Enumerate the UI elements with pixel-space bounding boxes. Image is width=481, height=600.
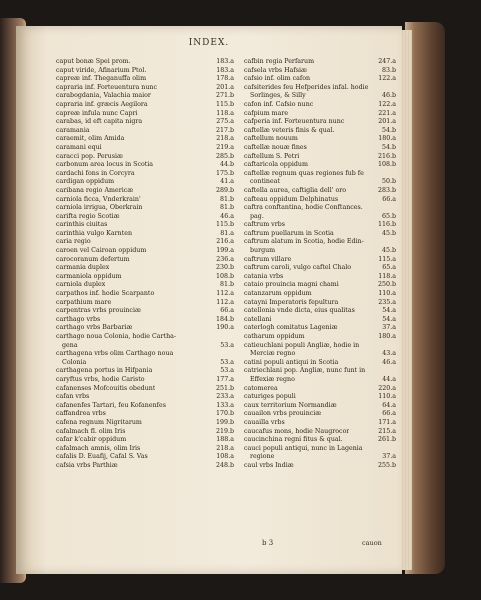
index-entry-page: 108.a [216,453,234,461]
index-entry-term: carinthis ciuitas [56,221,108,229]
index-entry-page: 110.a [378,290,396,298]
index-entry-term: cafpium mare [244,109,289,117]
index-entry-term: catayni Imperatoris fepultura [244,298,339,306]
index-entry-page [392,238,396,247]
index-entry-term: cauci populi antiqui, nunc in Lagenia [244,444,363,452]
index-entry-page: 218.a [216,135,234,143]
index-entry [56,445,234,454]
index-entry [244,170,396,179]
index-entry-term: catieuchlani populi Angliæ, hodie in [244,341,360,349]
index-entry [244,221,396,230]
index-entry [244,110,396,119]
index-entry [244,161,396,170]
index-entry [244,67,396,76]
index-entry-term: catellonia vnde dicta, eius qualitas [244,307,355,315]
index-entry-page: 45.b [381,229,396,237]
index-entry-page: 108.b [377,161,396,169]
index-entry-term: caftrum villare [244,255,292,263]
index-entry-page [392,204,396,213]
index-entry [244,307,396,316]
index-entry-term: gena [62,341,78,349]
index-entry-page [392,342,396,351]
index-entry-term: catanzarum oppidum [244,290,312,298]
index-entry-term: cafsio inf. olim cafon [244,75,311,83]
index-entry-page: 45.b [381,247,396,255]
index-entry [56,127,234,136]
index-entry-term: carabas, id eft capita nigra [56,118,143,126]
index-entry-page: 50.b [381,178,396,186]
index-entry-page: 261.b [377,436,396,444]
index-entry-term: carthagena vrbs olim Carthago noua [56,350,174,358]
index-entry-page: 201.a [216,83,234,91]
index-entry-term: caux territorium Normandiæ [244,401,337,409]
index-entry [244,213,396,222]
index-entry-page: 217.b [215,126,234,134]
index-entry-page: 54.a [382,307,396,315]
index-entry-page: 199.b [215,418,234,426]
index-entry [244,359,396,368]
index-entry [56,230,234,239]
index-entry-term: carpathos inf. hodie Scarpanto [56,290,155,298]
index-entry [56,153,234,162]
index-entry-term: caftellum S. Petri [244,152,300,160]
index-entry [56,101,234,110]
index-entry [56,419,234,428]
index-entry [244,92,396,101]
index-entry-term: capreæ infula nunc Capri [56,109,138,117]
index-entry [244,153,396,162]
index-entry-term: capreæ inf. Theganuffa olim [56,75,147,83]
index-entry-term: Sorlinges, & Silly [250,92,306,100]
index-entry-page: 216.a [216,238,234,246]
index-entry-term: catriechlani pop. Angliæ, nunc funt in [244,367,366,375]
index-entry [244,256,396,265]
index-entry-page [392,170,396,179]
index-entry-page: 53.a [220,341,234,349]
index-entry-term: caput bonæ Spei prom. [56,58,131,65]
index-entry-term: caftellæ veteris finis & qual. [244,126,335,134]
index-entry [244,58,396,67]
index-entry-page: 255.b [377,461,396,469]
index-entry-page [392,445,396,454]
index-entry-term: caribana regio Americæ [56,186,134,194]
index-entry-page: 66.a [382,195,396,203]
index-entry [56,316,234,325]
index-entry-page: 248.b [215,461,234,469]
index-entry-page: 66.a [220,307,234,315]
index-entry-term: cauailon vrbs prouinciæ [244,410,322,418]
index-entry-term: capraria inf. Forteuentura nunc [56,83,157,91]
index-entry [56,118,234,127]
index-entry [244,281,396,290]
index-entry-term: caftellæ nouæ fines [244,143,307,151]
page-header: INDEX. [188,38,230,48]
index-entry-term: carthagena portus in Hifpania [56,367,153,375]
index-entry-page: 122.a [378,100,396,108]
index-entry-page: 235.a [378,298,396,306]
index-entry-term: Colonia [62,358,87,366]
index-entry [244,333,396,342]
index-entry-page: 65.a [382,264,396,272]
index-entry [244,273,396,282]
index-entry [244,410,396,419]
index-entry-page: 65.b [381,212,396,220]
index-entry-term: cafsiterides feu Hefperides infal. hodie [244,83,369,91]
index-entry-page: 116.b [377,221,396,229]
index-entry-term: carniola duplex [56,281,106,289]
index-entry [56,58,234,67]
index-entry-page: 170.b [215,410,234,418]
index-entry-term: caraemit, olim Amida [56,135,125,143]
index-entry-term: cataio prouincia magni chami [244,281,339,289]
index-entry-page: 190.a [216,324,234,332]
index-entry-page: 221.a [378,109,396,117]
index-entry [244,75,396,84]
index-entry-term: caria regio [56,238,91,246]
index-entry-page: 216.b [377,152,396,160]
index-entry [244,230,396,239]
index-entry-page: 283.b [377,186,396,194]
index-entry [244,127,396,136]
index-entry-page: 66.a [382,410,396,418]
index-entry [56,350,234,359]
index-entry-term: caftra conftantina, hodie Conftances. [244,204,363,212]
index-entry-term: carpentras vrbs prouinciæ [56,307,141,315]
index-entry-term: caterlogh comitatus Lageniæ [244,324,338,332]
signature-mark: b 3 [262,539,274,547]
index-entry-term: carifta regio Scotiæ [56,212,120,220]
index-entry-page: 201.a [378,118,396,126]
index-entry-page: 133.a [216,401,234,409]
index-entry-page: 188.a [216,436,234,444]
index-entry-term: caftellum nouum [244,135,298,143]
index-entry-page: 64.a [382,401,396,409]
index-entry [244,101,396,110]
index-entry [244,187,396,196]
index-entry-term: carniola ficca, Vnderkrain' [56,195,141,203]
index-entry [244,402,396,411]
index-entry-term: cafperia inf. Forteuentura nunc [244,118,345,126]
index-entry-page: 115.b [215,221,234,229]
index-entry-term: cafon inf. Cafsio nunc [244,100,314,108]
index-entry [56,92,234,101]
index-entry-term: carmaniola oppidum [56,272,122,280]
index-entry-term: cafalis D. Euafij, Cafal S. Vas [56,453,148,461]
index-entry-page: 44.b [219,161,234,169]
index-entry [56,273,234,282]
index-entry [244,393,396,402]
index-entry-term: cafanenfes Tartari, feu Kofanenfes [56,401,166,409]
index-entry [56,238,234,247]
index-entry-page: 177.a [216,375,234,383]
index-entry [56,453,234,462]
index-entry-page: 81.b [219,204,234,212]
index-entry-page [230,333,234,342]
index-entry-page: 41.a [220,178,234,186]
index-entry-page: 46.a [382,358,396,366]
index-entry-page: 46.b [381,92,396,100]
index-entry-page: 180.a [378,135,396,143]
index-entry [56,385,234,394]
index-entry-page: 180.a [378,333,396,340]
index-entry-page: 251.b [215,384,234,392]
index-column-left [56,58,234,471]
index-column-right [244,58,396,471]
index-entry-term: caroen vel Cairoan oppidum [56,247,147,255]
index-entry-page: 184.b [215,315,234,323]
index-entry-term: carocoranum defertum [56,255,130,263]
index-entry-page: 115.b [215,100,234,108]
index-entry-term: caffandrea vrbs [56,410,106,418]
index-entry-term: caramania [56,126,90,134]
index-entry-page: 46.a [220,212,234,220]
index-entry [244,324,396,333]
index-entry-term: cafan vrbs [56,393,90,401]
index-entry-page: 54.b [381,126,396,134]
index-entry [244,316,396,325]
index-entry-page: 215.a [378,427,396,435]
index-entry-page: 233.a [216,393,234,401]
index-entry [244,118,396,127]
index-entry-page: 220.a [378,384,396,392]
index-entry [244,367,396,376]
index-entry-page: 43.a [382,350,396,358]
index-entry-page: 175.b [215,169,234,177]
index-entry-term: caryftus vrbs, hodie Caristo [56,375,145,383]
index-entry [56,342,234,351]
index-entry [56,67,234,76]
index-entry-page: 108.b [215,272,234,280]
index-entry [244,84,396,93]
index-entry-term: carniola irrigua, Oberkrain [56,204,143,212]
index-entry-term: caucinchina regni fitus & qual. [244,436,343,444]
index-entry [56,204,234,213]
index-entry [56,256,234,265]
index-entry-term: cardigan oppidum [56,178,115,186]
index-entry [244,299,396,308]
index-entry-page: 230.b [215,264,234,272]
index-entry [244,453,396,462]
index-entry-page: 53.a [220,367,234,375]
index-entry [56,135,234,144]
index-entry [244,436,396,445]
index-entry-page: 118.a [216,109,234,117]
index-entry-term: carabogdania, Valachia maior [56,92,151,100]
index-entry-term: caftrum puellarum in Scotia [244,229,334,237]
index-entry [56,367,234,376]
index-entry-page: 112.a [216,290,234,298]
index-entry [56,324,234,333]
index-entry [56,359,234,368]
index-entry-term: cafena regnum Nigritarum [56,418,142,426]
index-entry-term: cafteau oppidum Delphinatus [244,195,339,203]
index-entry [56,144,234,153]
index-entry-page: 271.b [215,92,234,100]
book-page [16,26,402,574]
index-entry [56,436,234,445]
index-entry-page: 250.b [377,281,396,289]
index-entry-page: 285.b [215,152,234,160]
index-entry [244,135,396,144]
index-entry-page: 183.a [216,58,234,65]
index-entry [244,247,396,256]
index-entry-page: 112.a [216,298,234,306]
index-entry [56,402,234,411]
index-entry [56,213,234,222]
index-entry [56,307,234,316]
index-entry-term: carinthia vulgo Karnten [56,229,133,237]
index-entry [56,333,234,342]
index-entry-term: cafar k'cabir oppidum [56,436,127,444]
index-entry [56,290,234,299]
index-entry-term: carthago vrbs [56,315,101,323]
index-entry-term: carthago vrbs Barbariæ [56,324,133,332]
index-entry-page: 199.a [216,247,234,255]
index-entry-term: regione [250,453,275,461]
index-entry-term: catellani [244,315,272,323]
index-entry-term: pag. [250,212,264,220]
index-entry-page: 37.a [382,324,396,332]
index-entry-term: caucafus mons, hodie Naugrocor [244,427,350,435]
index-entry [56,247,234,256]
index-entry-term: cafalmach fl. olim Iris [56,427,126,435]
index-entry [56,196,234,205]
index-entry-page [392,367,396,376]
index-entry-term: contineat [250,178,280,186]
index-entry-page: 115.a [378,255,396,263]
index-entry-term: carbonum area locus in Scotia [56,161,154,169]
index-entry [244,196,396,205]
index-entry [244,264,396,273]
index-entry-term: Effexiæ regno [250,375,295,383]
index-entry-page: 289.b [215,186,234,194]
index-entry-term: cafbin regia Perfarum [244,58,315,65]
index-entry-page: 275.a [216,118,234,126]
index-entry [56,410,234,419]
index-entry-term: caftellæ regnum quas regiones fub fe [244,169,364,177]
index-entry-term: caftrum caroli, vulgo caftel Chalo [244,264,352,272]
index-entry-page: 218.a [216,444,234,452]
index-entry-page: 83.b [381,66,396,74]
index-entry-term: catini populi antiqui in Scotia [244,358,339,366]
index-entry [56,264,234,273]
index-entry-term: caul vrbs Indiæ [244,461,294,469]
index-entry-page: 44.a [382,375,396,383]
index-entry-term: carthago noua Colonia, hodie Cartha- [56,333,177,340]
index-entry [56,428,234,437]
index-entry [56,75,234,84]
index-entry-term: cafsia vrbs Parthiæ [56,461,118,469]
index-entry-page: 219.b [215,427,234,435]
index-entry-term: caracci pop. Perusiæ [56,152,123,160]
index-entry-page [230,350,234,359]
index-entry [56,170,234,179]
index-entry-term: catania vrbs [244,272,284,280]
index-entry-term: catharum oppidum [244,333,305,340]
index-entry-page [392,84,396,93]
index-entry [244,290,396,299]
index-entry [244,385,396,394]
index-entry-page: 81.b [219,281,234,289]
index-entry-page: 236.a [216,255,234,263]
index-entry-term: cauailla vrbs [244,418,285,426]
index-entry-term: cardachi fons in Corcyra [56,169,135,177]
index-entry [56,376,234,385]
index-entry-term: caput viride, Afinarium Ptol. [56,66,147,74]
index-entry-term: carpathium mare [56,298,112,306]
index-entry-page: 54.b [381,143,396,151]
index-entry-page: 110.a [378,393,396,401]
index-entry-term: catomerea [244,384,278,392]
index-entry [244,342,396,351]
index-entry-term: caturiges populi [244,393,296,401]
index-entry-term: Merciæ regno [250,350,296,358]
index-entry-page: 53.a [220,358,234,366]
index-entry-page: 81.a [220,229,234,237]
index-entry-term: caramani equi [56,143,102,151]
index-entry-page: 183.a [216,66,234,74]
index-entry-page: 37.a [382,453,396,461]
index-entry [244,238,396,247]
index-entry-term: cafanenses Mofcouitis obedunt [56,384,156,392]
index-entry [244,462,396,471]
index-entry-term: caftella aurea, caftiglia dell' oro [244,186,347,194]
index-entry [56,161,234,170]
index-entry [244,144,396,153]
index-entry-term: caftaricola oppidum [244,161,308,169]
index-entry-page: 219.a [216,143,234,151]
index-entry [244,445,396,454]
index-entry [244,178,396,187]
index-entry [56,178,234,187]
index-entry-term: burgum [250,247,276,255]
index-entry [56,84,234,93]
index-entry [244,376,396,385]
index-entry [56,281,234,290]
index-entry-term: carmania duplex [56,264,110,272]
index-entry [56,187,234,196]
index-entry [56,393,234,402]
index-entry-term: cafalmach amnis, olim Iris [56,444,141,452]
index-entry-term: cafsela vrbs Hafsiæ [244,66,307,74]
index-entry-term: capraria inf. græcis Aegilora [56,100,148,108]
index-entry [244,350,396,359]
index-entry-page: 118.a [378,272,396,280]
index-entry-page: 122.a [378,75,396,83]
index-entry [244,204,396,213]
index-entry-page: 54.a [382,315,396,323]
index-entry-page: 171.a [378,418,396,426]
catchword: cauon [362,539,382,547]
index-entry-term: caftrum vrbs [244,221,286,229]
index-entry-term: caftrum alatum in Scotia, hodie Edin- [244,238,364,246]
index-entry-page: 247.a [378,58,396,65]
index-entry [244,428,396,437]
index-entry [244,419,396,428]
index-entry-page: 178.a [216,75,234,83]
index-entry [56,462,234,471]
index-entry [56,221,234,230]
index-entry [56,110,234,119]
index-entry-page: 81.b [219,195,234,203]
index-entry [56,299,234,308]
